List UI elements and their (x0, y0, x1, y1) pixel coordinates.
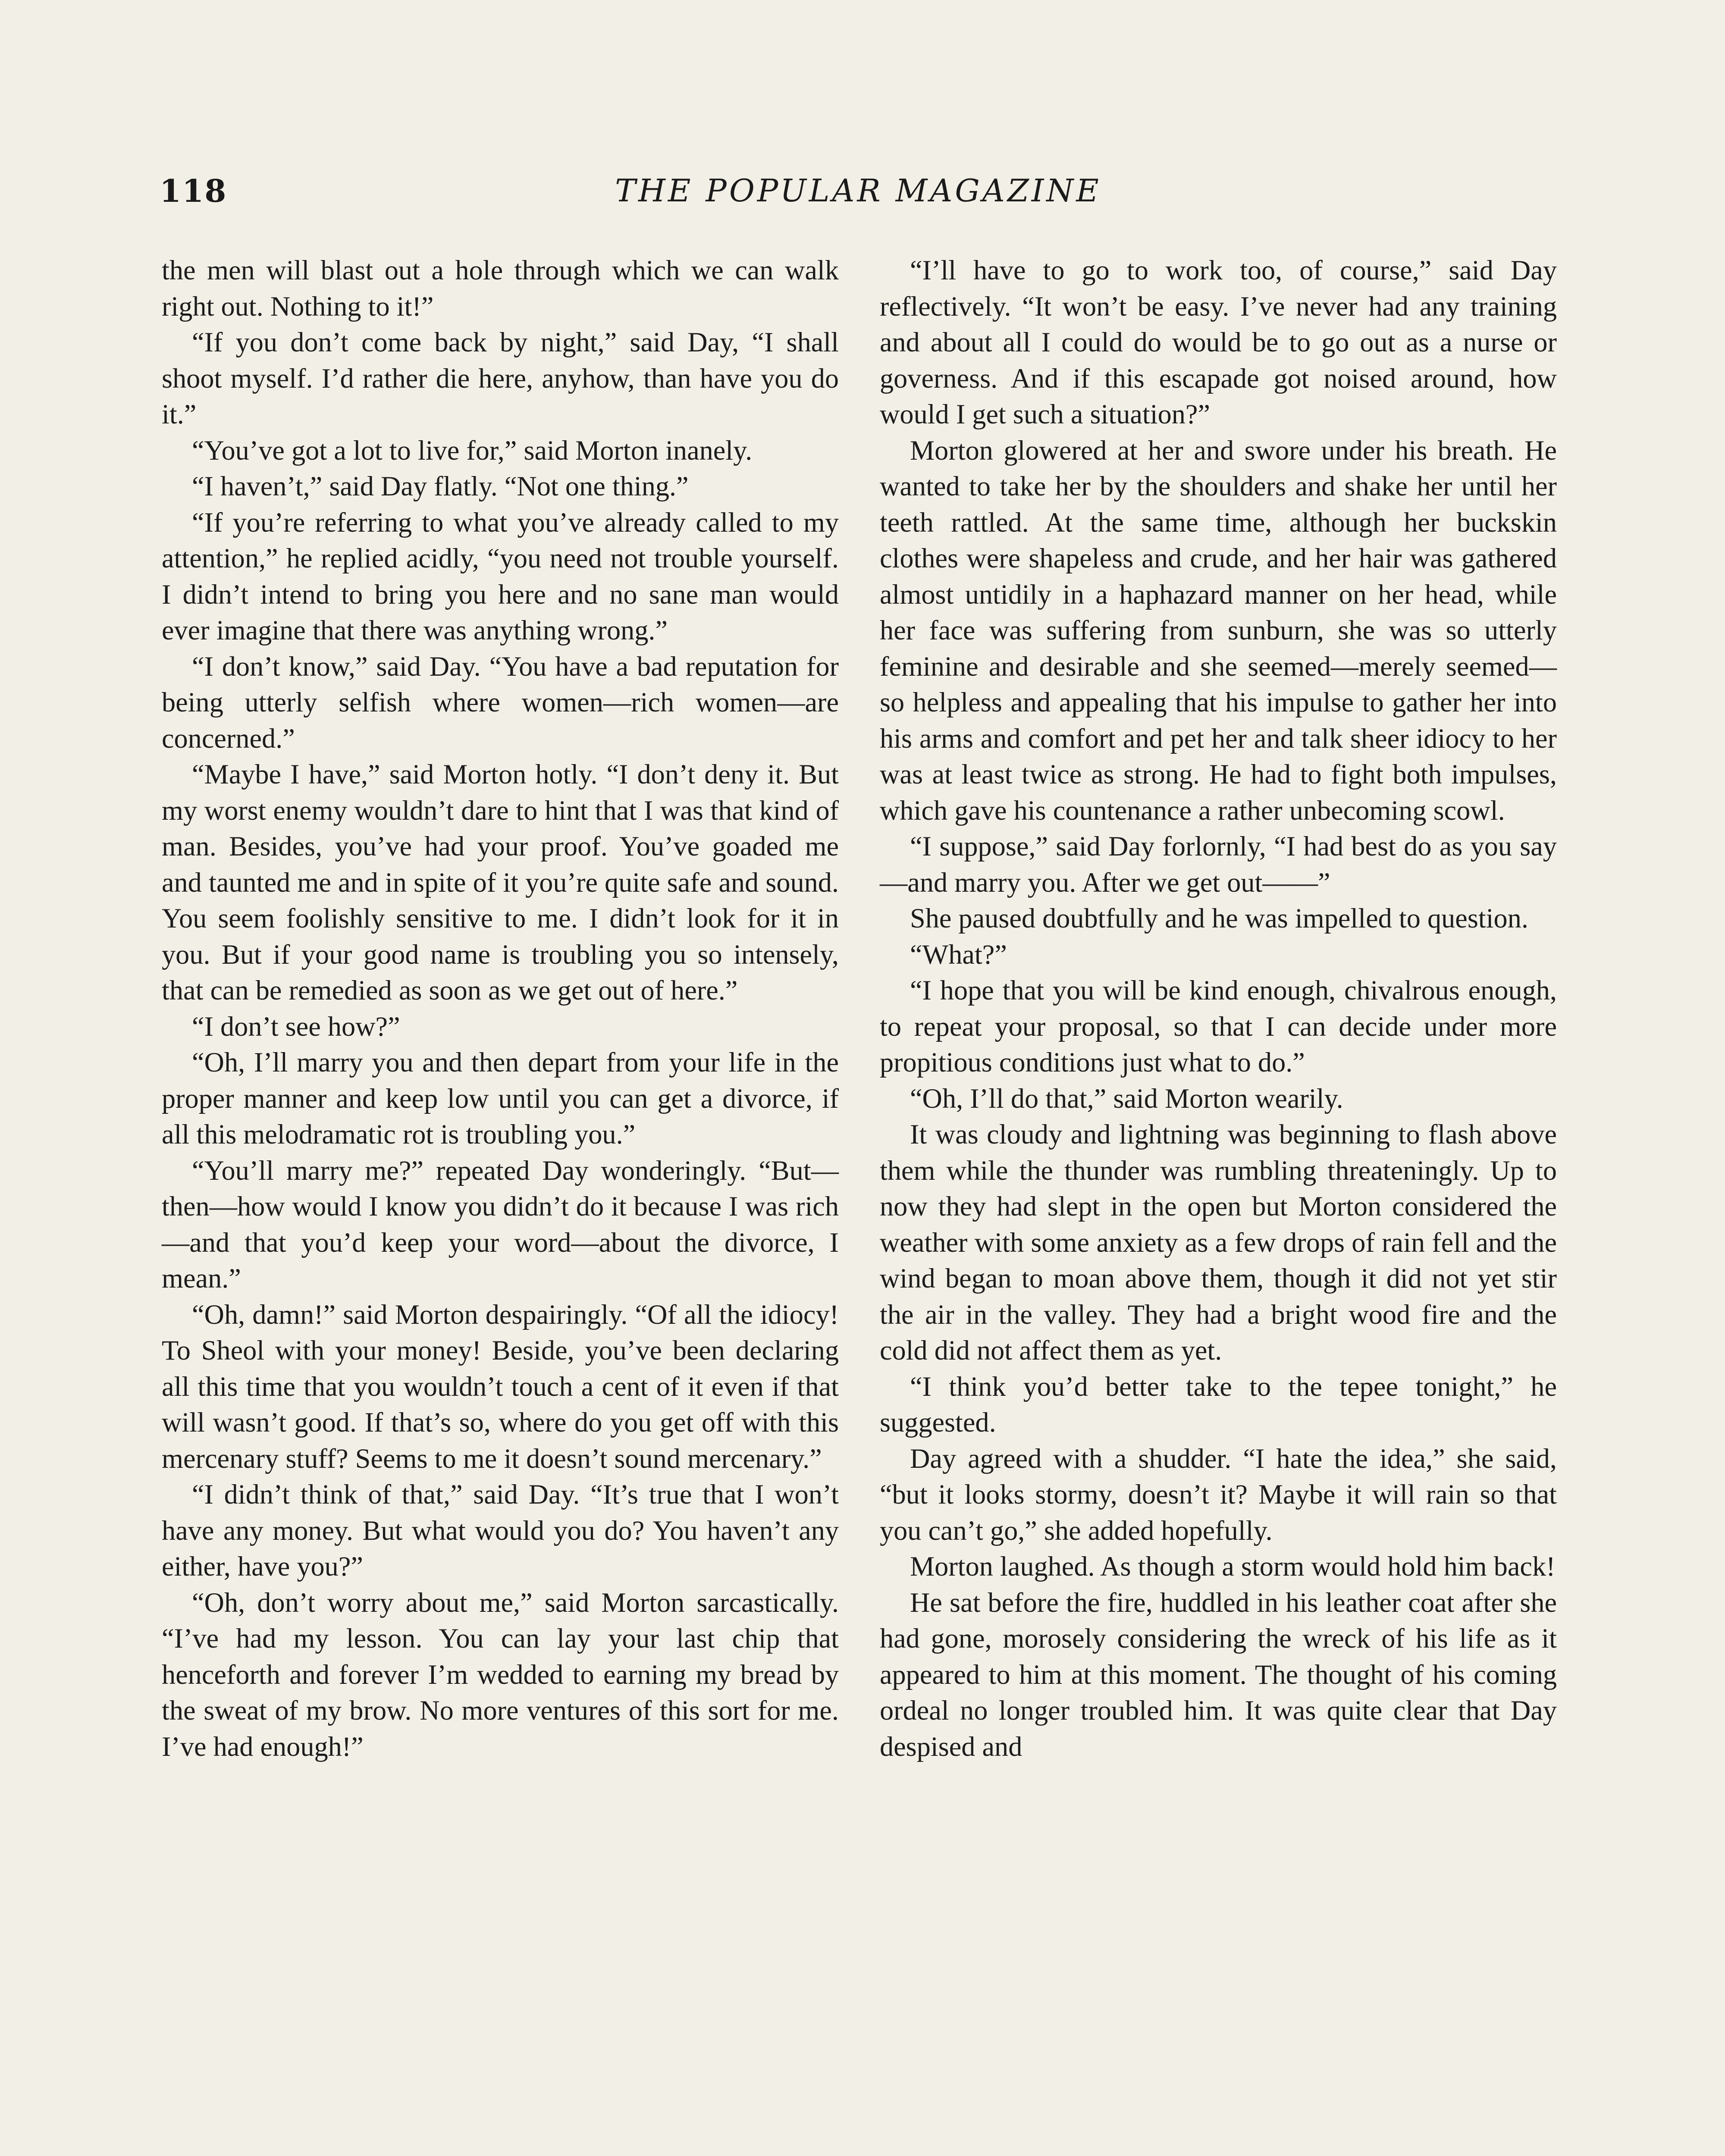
paragraph: He sat before the fire, huddled in his leather coat after she had gone, morosely considering the wreck of his life as it appeared to him at this moment. The thought of his coming ordeal no longer troubled him. It was quite clear that Day despised and (880, 1587, 1557, 1762)
paragraph: Morton glowered at her and swore under his breath. He wanted to take her by the shoulders and shake her until her teeth rattled. At the same time, although her buckskin clothes were shapeless and crude, and her hair was gathered almost untidily in a haphazard manner on her head, while her face was suffering from sunburn, she was so utterly feminine and desirable and she seemed—merely seemed—so helpless and appealing that his impulse to gather her into his arms and comfort and pet her and talk sheer idiocy to her was at least twice as strong. He had to fight both impulses, which gave his countenance a rather unbecoming scowl. (880, 435, 1557, 826)
right-text-column (880, 252, 1557, 2156)
paragraph: “I don’t see how?” (192, 1011, 400, 1042)
left-text-column (162, 252, 839, 2156)
page-number: 118 (160, 172, 227, 209)
paragraph: “I haven’t,” said Day flatly. “Not one thing.” (192, 471, 689, 501)
paragraph: “I don’t know,” said Day. “You have a bad reputation for being utterly selfish where women—rich women—are concerned.” (162, 651, 839, 754)
paragraph: “I’ll have to go to work too, of course,” said Day reflectively. “It won’t be easy. I’ve never had any training and about all I could do would be to go out as a nurse or governess. And if this escapade got noised around, how would I get such a situation?” (880, 255, 1557, 429)
paragraph: “If you’re referring to what you’ve already called to my attention,” he replied acidly, “you need not trouble yourself. I didn’t intend to bring you here and no sane man would ever imagine that there was anything wrong.” (162, 507, 839, 646)
paragraph: “Oh, damn!” said Morton despairingly. “Of all the idiocy! To Sheol with your money! Beside, you’ve been declaring all this time that you wouldn’t touch a cent of it even if that will wasn’t good. If that’s so, where do you get off with this mercenary stuff? Seems to me it doesn’t sound mercenary.” (162, 1299, 839, 1474)
paragraph: It was cloudy and lightning was beginning to flash above them while the thunder was rumbling threateningly. Up to now they had slept in the open but Morton considered the weather with some anxiety as a few drops of rain fell and the wind began to moan above them, though it did not yet stir the air in the valley. They had a bright wood fire and the cold did not affect them as yet. (880, 1119, 1557, 1366)
paragraph: the men will blast out a hole through which we can walk right out. Nothing to it!” (162, 255, 839, 322)
paragraph: “Oh, I’ll do that,” said Morton wearily. (910, 1083, 1343, 1114)
paragraph: “Oh, don’t worry about me,” said Morton sarcastically. “I’ve had my lesson. You can lay your last chip that henceforth and forever I’m wedded to earning my bread by the sweat of my brow. No more ventures of this sort for me. I’ve had enough!” (162, 1587, 839, 1762)
paragraph: “I hope that you will be kind enough, chivalrous enough, to repeat your proposal, so that I can decide under more propitious conditions just what to do.” (880, 975, 1557, 1078)
paragraph: “I suppose,” said Day forlornly, “I had best do as you say—and marry you. After we get out——” (880, 831, 1557, 898)
page-header (160, 172, 1557, 233)
paragraph: “If you don’t come back by night,” said Day, “I shall shoot myself. I’d rather die here, anyhow, than have you do it.” (162, 327, 839, 429)
magazine-title: THE POPULAR MAGAZINE (615, 172, 1101, 209)
paragraph: “Maybe I have,” said Morton hotly. “I don’t deny it. But my worst enemy wouldn’t dare to hint that I was that kind of man. Besides, you’ve had your proof. You’ve goaded me and taunted me and in spite of it you’re quite safe and sound. You seem foolishly sensitive to me. I didn’t look for it in you. But if your good name is troubling you so intensely, that can be remedied as soon as we get out of here.” (162, 759, 839, 1006)
paragraph: “I think you’d better take to the tepee tonight,” he suggested. (880, 1371, 1557, 1438)
paragraph: “You’ll marry me?” repeated Day wonderingly. “But—then—how would I know you didn’t do it because I was rich—and that you’d keep your word—about the divorce, I mean.” (162, 1155, 839, 1294)
paragraph: “You’ve got a lot to live for,” said Morton inanely. (192, 435, 753, 466)
paragraph: “What?” (910, 939, 1007, 970)
paragraph: “Oh, I’ll marry you and then depart from your life in the proper manner and keep low until you can get a divorce, if all this melodramatic rot is troubling you.” (162, 1047, 839, 1150)
paragraph: Morton laughed. As though a storm would hold him back! (910, 1551, 1556, 1582)
paragraph: “I didn’t think of that,” said Day. “It’s true that I won’t have any money. But what would you do? You haven’t any either, have you?” (162, 1479, 839, 1582)
paragraph: She paused doubtfully and he was impelled to question. (910, 903, 1528, 934)
paragraph: Day agreed with a shudder. “I hate the idea,” she said, “but it looks stormy, doesn’t it? Maybe it will rain so that you can’t go,” she added hopefully. (880, 1443, 1557, 1546)
